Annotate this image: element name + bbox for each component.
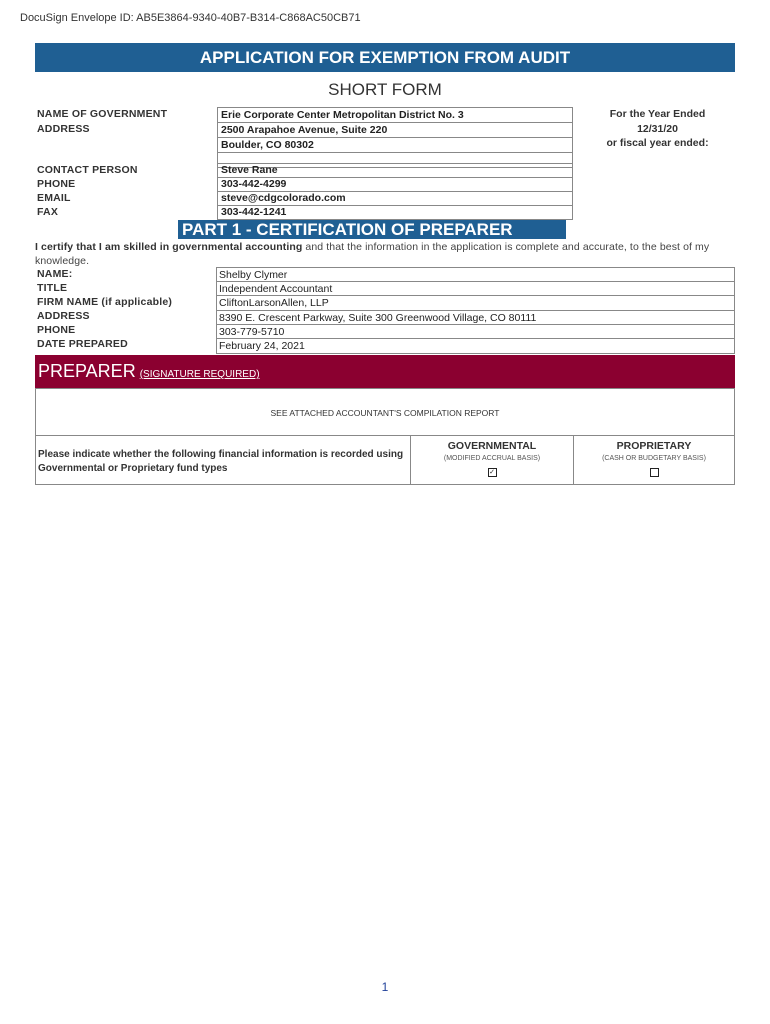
form-title: APPLICATION FOR EXEMPTION FROM AUDIT — [35, 43, 735, 72]
contact-person-field[interactable]: Steve Rane — [218, 164, 572, 178]
label-preparer-address: ADDRESS — [37, 310, 90, 322]
preparer-title-field[interactable]: Independent Accountant — [217, 282, 734, 296]
label-firm-name: FIRM NAME (if applicable) — [37, 296, 173, 308]
label-phone: PHONE — [37, 178, 76, 190]
proprietary-label: PROPRIETARY — [616, 440, 692, 452]
label-contact-person: CONTACT PERSON — [37, 164, 138, 176]
preparer-date-field[interactable]: February 24, 2021 — [219, 339, 305, 352]
fund-type-question: Please indicate whether the following financial information is recorded using Governmental or Proprietary fund types — [38, 449, 404, 474]
compilation-report-note: SEE ATTACHED ACCOUNTANT'S COMPILATION REPORT — [270, 408, 500, 418]
proprietary-column — [574, 440, 734, 477]
certification-rest: and that the information in the application is complete and accurate, to the best of my knowledge. — [35, 241, 710, 267]
signature-required-note: (SIGNATURE REQUIRED) — [139, 369, 260, 380]
proprietary-basis: (CASH OR BUDGETARY BASIS) — [602, 455, 706, 462]
label-preparer-phone: PHONE — [37, 324, 76, 336]
preparer-address-field[interactable]: 8390 E. Crescent Parkway, Suite 300 Greenwood Village, CO 80111 — [217, 311, 734, 325]
governmental-basis: (MODIFIED ACCRUAL BASIS) — [443, 455, 541, 462]
label-date-prepared: DATE PREPARED — [37, 338, 128, 350]
contact-phone-field[interactable]: 303-442-4299 — [218, 178, 572, 192]
contact-email-field[interactable]: steve@cdgcolorado.com — [218, 192, 572, 206]
form-subtitle: SHORT FORM — [328, 80, 442, 99]
government-address-line2[interactable]: Boulder, CO 80302 — [218, 138, 572, 153]
preparer-info-box — [216, 267, 735, 354]
fund-type-box — [35, 435, 735, 485]
part1-heading: PART 1 - CERTIFICATION OF PREPARER — [178, 220, 566, 239]
page-number: 1 — [381, 980, 389, 994]
signature-box[interactable] — [35, 388, 735, 436]
year-ended-date[interactable]: 12/31/20 — [637, 122, 678, 135]
year-ended-block — [580, 107, 735, 151]
government-address-line1[interactable]: 2500 Arapahoe Avenue, Suite 220 — [218, 123, 572, 138]
label-email: EMAIL — [37, 192, 71, 204]
label-address: ADDRESS — [37, 123, 90, 135]
fiscal-year-label: or fiscal year ended: — [606, 137, 709, 149]
preparer-firm-field[interactable]: CliftonLarsonAllen, LLP — [217, 296, 734, 310]
label-name-of-government: NAME OF GOVERNMENT — [37, 108, 168, 120]
label-preparer-name: NAME: — [37, 268, 73, 280]
envelope-id: DocuSign Envelope ID: AB5E3864-9340-40B7-B314-C868AC50CB71 — [20, 12, 361, 24]
governmental-column — [411, 440, 573, 477]
governmental-label: GOVERNMENTAL — [447, 440, 537, 452]
government-name-field[interactable]: Erie Corporate Center Metropolitan District No. 3 — [218, 108, 572, 123]
year-ended-label: For the Year Ended — [609, 108, 706, 120]
preparer-label: PREPARER — [38, 361, 136, 381]
label-fax: FAX — [37, 206, 59, 218]
certification-statement — [35, 240, 735, 268]
label-preparer-title: TITLE — [37, 282, 68, 294]
preparer-signature-heading — [35, 355, 735, 388]
preparer-phone-field[interactable]: 303-779-5710 — [217, 325, 734, 339]
governmental-checkbox[interactable]: ✓ — [489, 469, 495, 476]
contact-fax-field[interactable]: 303-442-1241 — [221, 206, 287, 218]
certification-bold: I certify that I am skilled in governmental accounting — [35, 241, 303, 253]
contact-info-box — [217, 163, 573, 220]
proprietary-checkbox[interactable] — [650, 468, 659, 477]
preparer-name-field[interactable]: Shelby Clymer — [217, 268, 734, 282]
government-info-box — [217, 107, 573, 168]
